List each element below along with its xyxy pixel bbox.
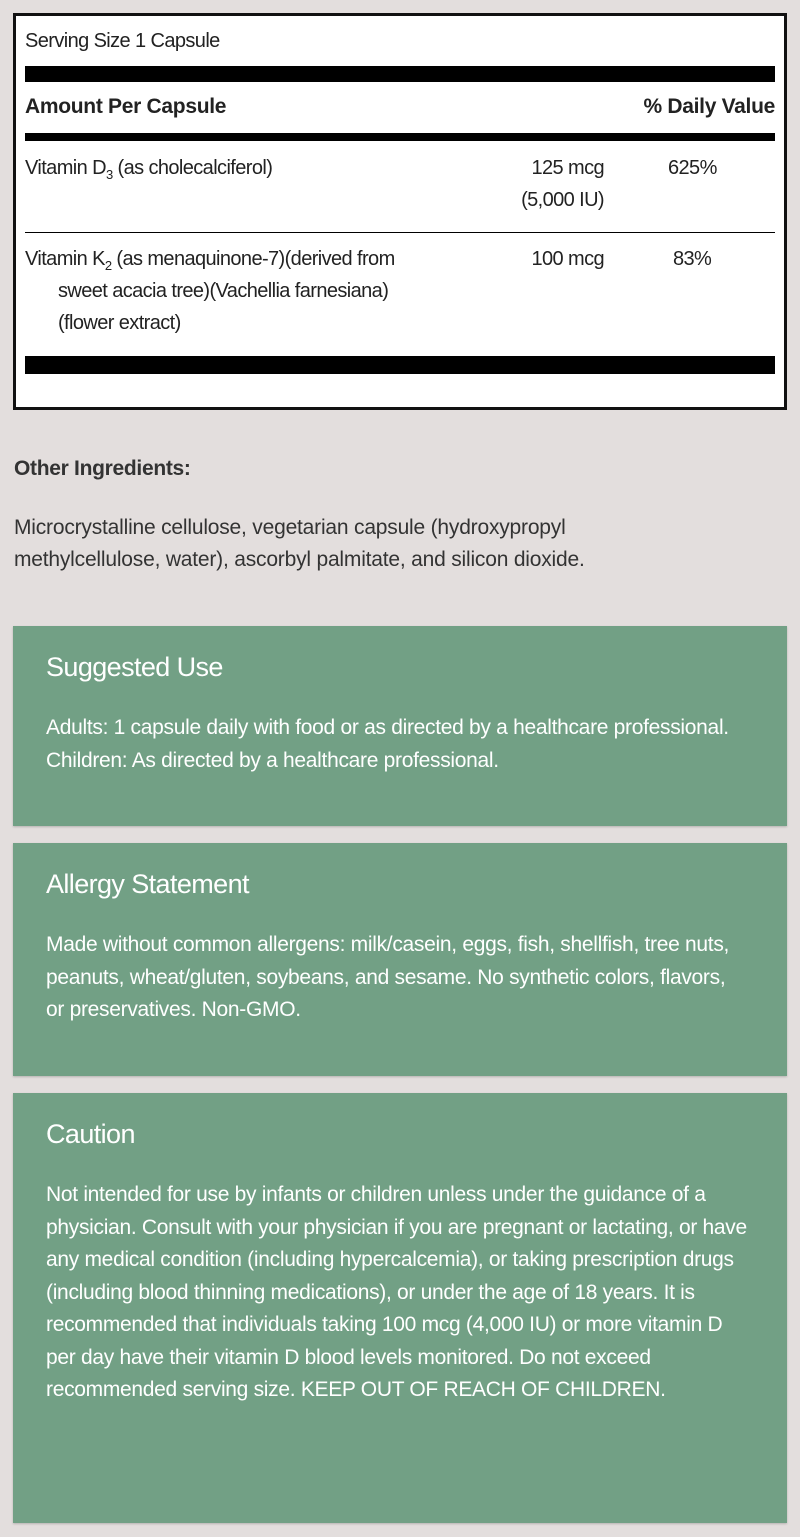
section-text: Adults: 1 capsule daily with food or as directed by a healthcare professional. Children: As directed by a healthcare professional. (46, 716, 729, 772)
supplement-facts-panel (13, 13, 787, 410)
divider-thick (25, 356, 775, 374)
other-ingredients-text: Microcrystalline cellulose, vegetarian capsule (hydroxypropyl methylcellulose, water), ascorbyl palmitate, and silicon dioxide. (14, 516, 585, 571)
dv-header: % Daily Value (643, 95, 775, 118)
nutrient-desc: (as menaquinone-7)(derived from (111, 248, 395, 270)
section-title: Suggested Use (46, 652, 223, 682)
other-ingredients-title: Other Ingredients: (14, 457, 191, 480)
nutrient-desc: (as cholecalciferol) (112, 157, 273, 179)
section-text: Not intended for use by infants or children unless under the guidance of a physician. Consult with your physician if you are pregnant or lactating, or have any medical condition (including hypercalcemia), or taking prescription drugs (including blood thinning medications), or under the age of 18 years. It is recommended that individuals taking 100 mcg (4,000 IU) or more vitamin D per day have their vitamin D blood levels monitored. Do not exceed recommended serving size. KEEP OUT OF REACH OF CHILDREN. (46, 1183, 747, 1401)
nutrient-desc-line3: (flower extract) (58, 312, 181, 334)
divider-medium (25, 133, 775, 141)
nutrient-amount: 125 mcg (531, 157, 604, 179)
section-title: Caution (46, 1119, 135, 1149)
nutrient-amount: 100 mcg (531, 248, 604, 270)
nutrient-dv: 625% (668, 157, 717, 179)
nutrient-dv: 83% (673, 248, 712, 270)
divider-thin (25, 232, 775, 233)
nutrient-name: Vitamin D (25, 157, 106, 179)
nutrient-subscript: 3 (105, 167, 113, 182)
amount-header: Amount Per Capsule (25, 95, 227, 118)
nutrient-name: Vitamin K (25, 248, 105, 270)
serving-size: Serving Size 1 Capsule (25, 30, 220, 52)
caution-section (13, 1093, 787, 1523)
section-title: Allergy Statement (46, 869, 249, 899)
suggested-use-section (13, 626, 787, 826)
nutrient-subscript: 2 (104, 258, 112, 273)
nutrient-desc-line2: sweet acacia tree)(Vachellia farnesiana) (58, 280, 389, 302)
nutrient-amount-iu: (5,000 IU) (521, 189, 604, 211)
divider-thick (25, 66, 775, 82)
section-text: Made without common allergens: milk/casein, eggs, fish, shellfish, tree nuts, peanuts, wheat/gluten, soybeans, and sesame. No synthetic colors, flavors, or preservatives. Non-GMO. (46, 933, 730, 1021)
allergy-statement-section (13, 843, 787, 1076)
